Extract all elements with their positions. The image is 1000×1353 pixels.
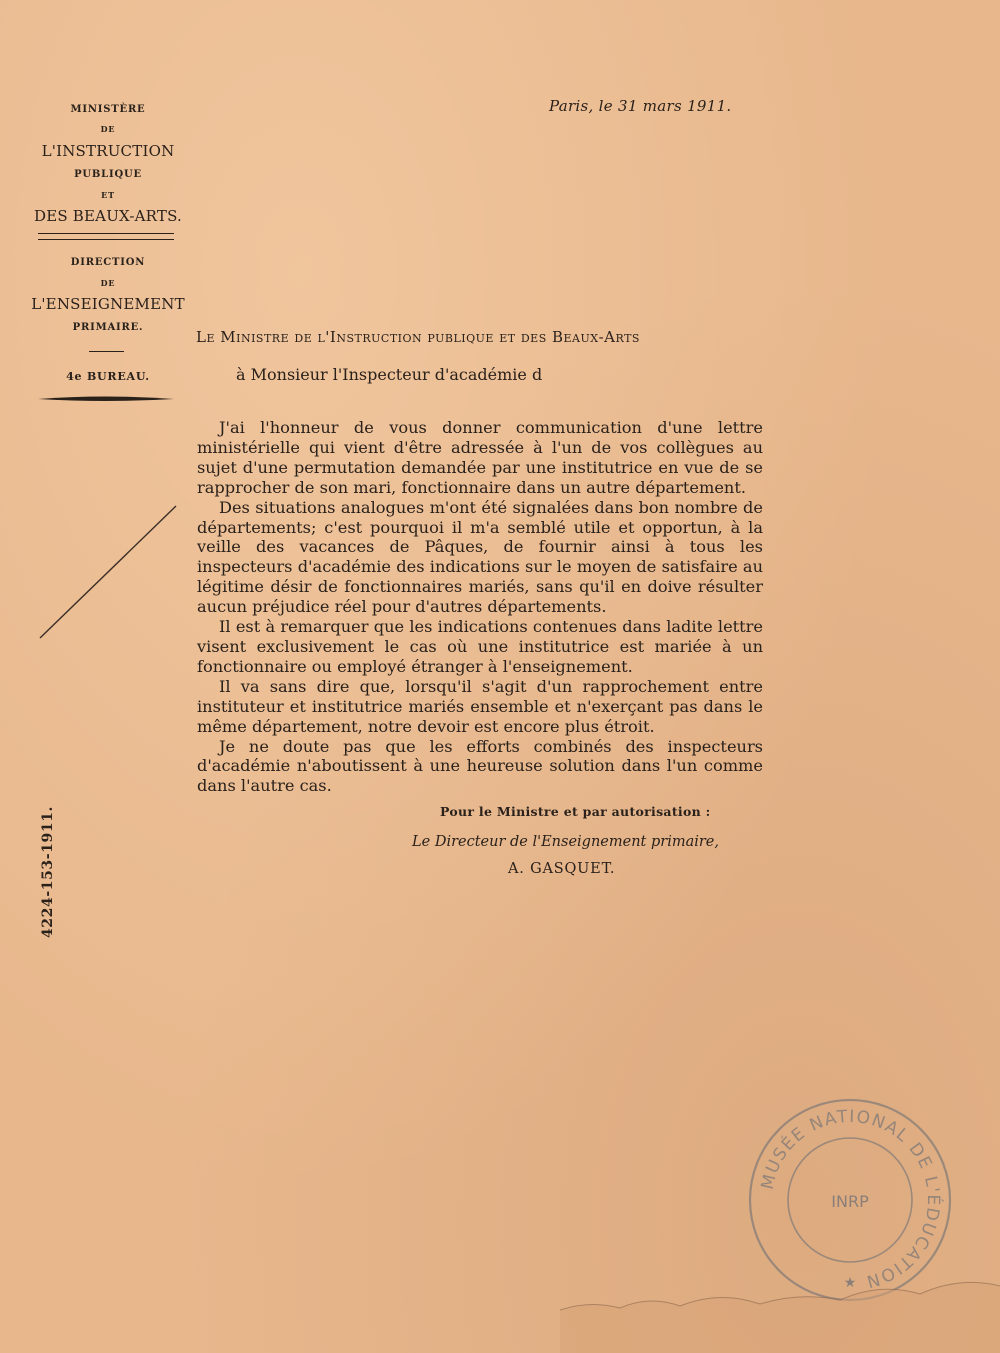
short-rule [89, 351, 124, 352]
dateline: Paris, le 31 mars 1911. [549, 97, 732, 115]
reference-number: 4224-153-1911. [40, 805, 56, 939]
letter-body [197, 418, 763, 796]
letterhead-direction: DIRECTION [70, 257, 146, 268]
signature-name: A. GASQUET. [508, 861, 616, 877]
letter-heading: Le Ministre de l'Instruction publique et des Beaux-Arts [196, 328, 640, 346]
pencil-diagonal-mark [36, 500, 186, 650]
letterhead-enseignement: L'ENSEIGNEMENT [31, 295, 185, 313]
reference-number-box [39, 805, 57, 939]
letterhead-de-2: DE [100, 278, 116, 288]
paragraph-5: Je ne doute pas que les efforts combinés des inspecteurs d'académie n'aboutissent à une heureuse solution dans l'un comme dans l'autre cas. [197, 736, 763, 796]
stamp-ring-text: MUSÉE NATIONAL DE L'ÉDUCATION [757, 1106, 944, 1292]
signature-title: Le Directeur de l'Enseignement primaire, [412, 834, 719, 850]
letterhead-et: ET [101, 190, 115, 200]
letterhead-publique: PUBLIQUE [74, 169, 142, 180]
letterhead-de: DE [100, 124, 116, 134]
signature-authorization: Pour le Ministre et par autorisation : [440, 804, 711, 819]
paragraph-4: Il va sans dire que, lorsqu'il s'agit d'un rapprochement entre instituteur et institutrice mariés ensemble et n'exerçant pas dans le même département, notre devoir est encore plus étroit. [197, 676, 763, 736]
letterhead-ministere: MINISTÈRE [70, 104, 146, 115]
letterhead-beaux-arts: DES BEAUX-ARTS. [33, 207, 183, 225]
paragraph-1: J'ai l'honneur de vous donner communication d'une lettre ministérielle qui vient d'être adressée à l'un de vos collègues au sujet d'une permutation demandée par une institutrice en vue de se rapprocher de son mari, fonctionnaire dans un autre département. [197, 418, 763, 497]
double-rule [38, 233, 174, 240]
letterhead-primaire: PRIMAIRE. [72, 322, 144, 333]
letter-address: à Monsieur l'Inspecteur d'académie d [236, 365, 543, 384]
letterhead-bureau: 4e BUREAU. [66, 370, 150, 383]
torn-edge-decoration [560, 1270, 1000, 1353]
swell-rule [38, 394, 174, 404]
stamp-center-text: INRP [831, 1192, 869, 1211]
paragraph-3: Il est à remarquer que les indications contenues dans ladite lettre visent exclusivement le cas où une institutrice est mariée à un fonctionnaire ou employé étranger à l'enseignement. [197, 617, 763, 676]
letterhead-instruction: L'INSTRUCTION [41, 142, 175, 160]
stamp-star-icon: ★ [843, 1275, 857, 1291]
paragraph-2: Des situations analogues m'ont été signalées dans bon nombre de départements; c'est pourquoi il m'a semblé utile et opportun, à la veille des vacances de Pâques, de fournir ainsi à tous les inspecteurs d'académie des indications sur le moyen de satisfaire au légitime désir de fonctionnaires mariés, sans qu'il en doive résulter aucun préjudice réel pour d'autres départements. [197, 497, 763, 617]
